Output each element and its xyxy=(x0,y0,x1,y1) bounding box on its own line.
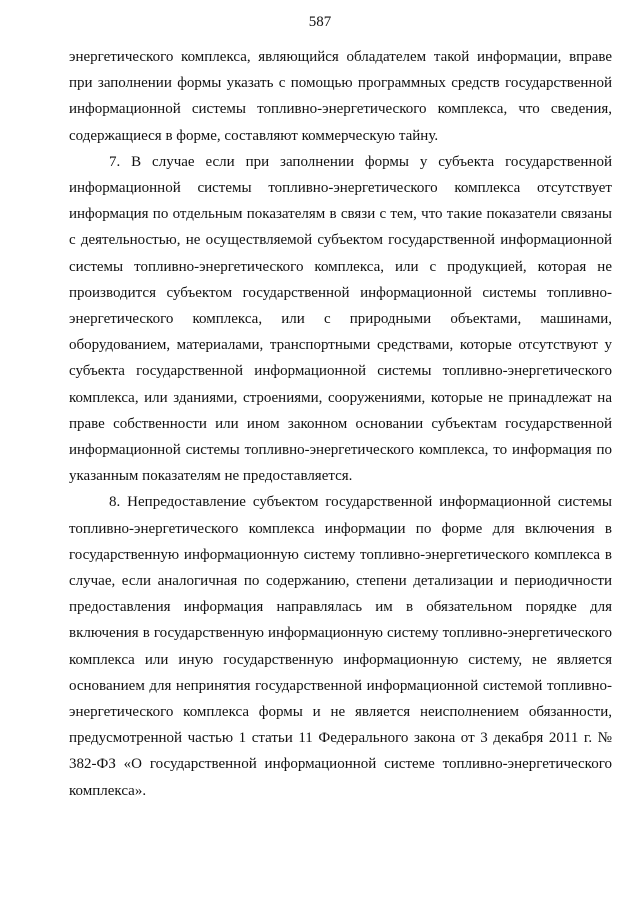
paragraph-item-7: 7. В случае если при заполнении формы у субъекта государственной информационной системы топливно-энергетического комплекса отсутствует информация по отдельным показателям в связи с тем, что такие показатели связаны с деятельностью, не осуществляемой субъектом государственной информационной системы топливно-энергетического комплекса, или с продукцией, которая не производится субъектом государственной информационной системы топливно-энергетического комплекса, или с природными объектами, машинами, оборудованием, материалами, транспортными средствами, которые отсутствуют у субъекта государственной информационной системы топливно-энергетического комплекса, или зданиями, строениями, сооружениями, которые не принадлежат на праве собственности или ином законном основании субъектам государственной информационной системы топливно-энергетического комплекса, то информация по указанным показателям не предоставляется. xyxy=(69,153,612,485)
paragraph-item-8: 8. Непредоставление субъектом государственной информационной системы топливно-энергетического комплекса информации по форме для включения в государственную информационную систему топливно-энергетического комплекса в случае, если аналогичная по содержанию, степени детализации и периодичности предоставления информация направлялась им в обязательном порядке для включения в государственную информационную систему топливно-энергетического комплекса или иную государственную информационную систему, не является основанием для непринятия государственной информационной системой топливно-энергетического комплекса формы и не является неисполнением обязанности, предусмотренной частью 1 статьи 11 Федерального закона от 3 декабря 2011 г. № 382-ФЗ «О государственной информационной системе топливно-энергетического комплекса». xyxy=(69,494,612,799)
document-body xyxy=(69,44,612,804)
paragraph-continuation: энергетического комплекса, являющийся обладателем такой информации, вправе при заполнении формы указать с помощью программных средств государственной информационной системы топливно-энергетического комплекса, что сведения, содержащиеся в форме, составляют коммерческую тайну. xyxy=(69,49,612,144)
page-number: 587 xyxy=(308,14,332,30)
